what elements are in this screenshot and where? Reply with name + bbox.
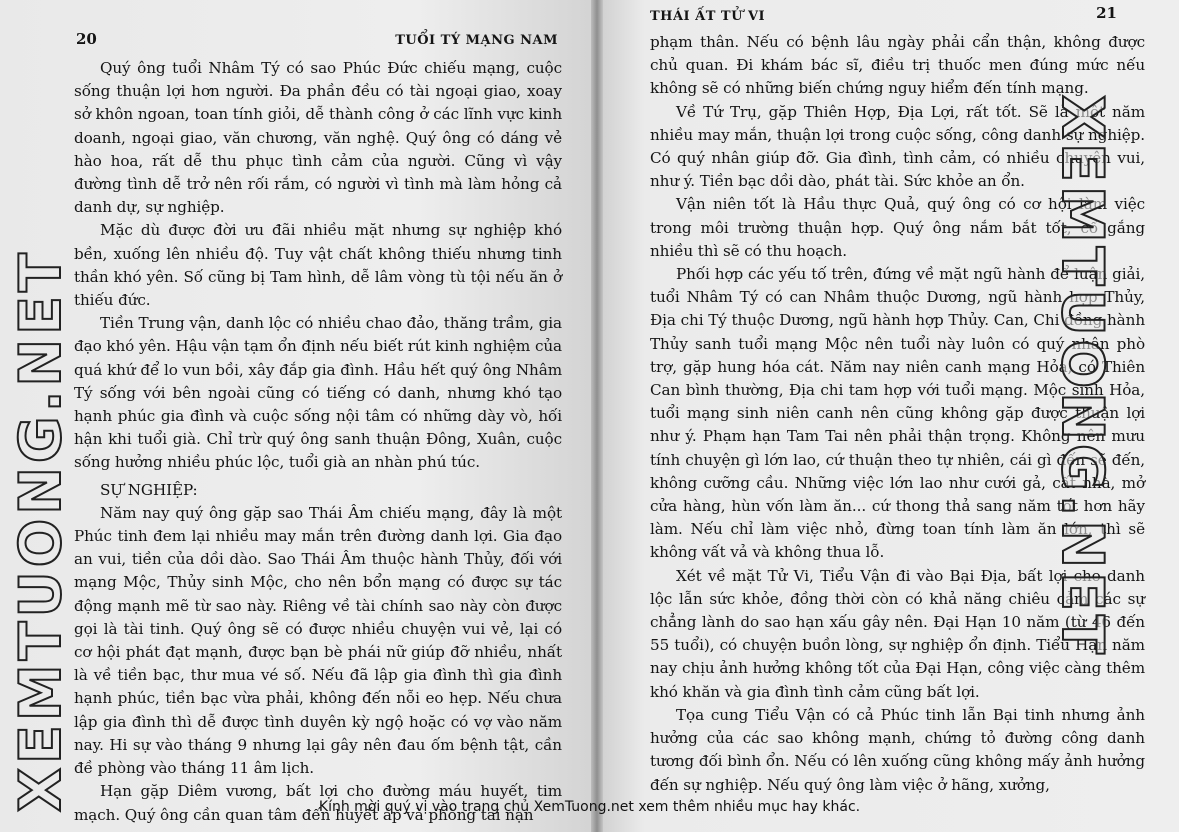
paragraph: Vận niên tốt là Hầu thực Quả, quý ông có cơ hội làm việc trong môi trường thuận hợp. Quý ông nắm bắt tốt, cố gắng nhiều thì sẽ có thu hoạch. — [650, 195, 1145, 260]
watermark: XEMTUONG.NET — [1049, 95, 1115, 658]
running-head: THÁI ẤT TỬ VI — [650, 9, 766, 24]
footer-link-text[interactable]: Kính mời quý vị vào trang chủ XemTuong.net xem thêm nhiều mục hay khác. — [318, 799, 861, 815]
running-head: TUỔI TÝ MẠNG NAM — [395, 33, 558, 48]
section-heading: SỰ NGHIỆP: — [100, 480, 198, 499]
paragraph: Phối hợp các yếu tố trên, đứng về mặt ngũ hành để luận giải, tuổi Nhâm Tý có can Nhâm thuộc Dương, ngũ hành hợp Thủy, Địa chi Tý thuộc Dương, ngũ hành hợp Thủy. Can, Chi đồng hành Thủy sanh tuổi mạng Mộc nên tuổi này luôn có quý nhân phò trợ, gặp hung hóa cát. Năm nay niên canh mạng Hỏa, có Thiên Can bình thường, Địa chi tam hợp với tuổi mạng. Mộc sinh Hỏa, tuổi mạng sinh niên canh nên cũng không gặp được thuận lợi như ý. Phạm hạn Tam Tai nên phải thận trọng. Không nên mưu tính chuyện gì lớn lao, cứ thuận theo tự nhiên, cái gì đến sẽ đến, không cưỡng cầu. Những việc lớn lao như cưới gả, cất nhà, mở cửa hàng, hùn vốn làm ăn... cứ thong thả sang năm tốt hơn hãy làm. Nếu chỉ làm việc nhỏ, đừng toan tính làm ăn lớn, thì sẽ không vất vả và không thua lỗ. — [650, 265, 1145, 562]
book-gutter — [591, 0, 603, 832]
paragraph: Mặc dù được đời ưu đãi nhiều mặt nhưng sự nghiệp khó bền, xuống lên nhiều độ. Tuy vật chất không thiếu nhưng tinh thần khó yên. Số cũng bị Tam hình, dễ lâm vòng tù tội nếu ăn ở thiếu đức. — [74, 221, 562, 310]
paragraph: Hạn gặp Diêm vương, bất lợi cho đường máu huyết, tim mạch. Quý ông cần quan tâm đến huyết áp và phòng tai nạn — [74, 782, 562, 824]
paragraph: Về Tứ Trụ, gặp Thiên Hợp, Địa Lợi, rất tốt. Sẽ là một năm nhiều may mắn, thuận lợi trong cuộc sống, công danh sự nghiệp. Có quý nhân giúp đỡ. Gia đình, tình cảm, có nhiều chuyện vui, như ý. Tiền bạc dồi dào, phát tài. Sức khỏe an ổn. — [650, 102, 1145, 191]
continued-paragraph: phạm thân. Nếu có bệnh lâu ngày phải cẩn thận, không được chủ quan. Đi khám bác sĩ, điều trị thuốc men đúng mức nếu không sẽ có những biến chứng nguy hiểm đến tính mạng. — [650, 33, 1145, 98]
watermark: XEMTUONG.NET — [8, 249, 74, 812]
paragraph: Tọa cung Tiểu Vận có cả Phúc tinh lẫn Bại tinh nhưng ảnh hưởng của các sao không mạnh, chứng tỏ đường công danh tương đối bình ổn. Nếu có lên xuống cũng không mấy ảnh hưởng đến sự nghiệp. Nếu quý ông làm việc ở hãng, xưởng, — [650, 705, 1145, 794]
page-number: 21 — [1096, 4, 1117, 22]
paragraph: Quý ông tuổi Nhâm Tý có sao Phúc Đức chiếu mạng, cuộc sống thuận lợi hơn người. Đa phần đều có tài ngoại giao, xoay sở khôn ngoan, toan tính giỏi, dễ thành công ở các lĩnh vực kinh doanh, ngoại giao, văn chương, văn nghệ. Quý ông có dáng vẻ hào hoa, rất dễ thu phục tình cảm của người. Cũng vì vậy đường tình dễ trở nên rối rắm, có người vì tình mà làm hỏng cả danh dự, sự nghiệp. — [74, 59, 562, 217]
paragraph: Xét về mặt Tử Vi, Tiểu Vận đi vào Bại Địa, bất lợi cho danh lộc lẫn sức khỏe, đồng thời còn có khả năng chiêu cảm các sự chẳng lành do sao hạn xấu gây nên. Đại Hạn 10 năm (từ 46 đến 55 tuổi), có chuyện buồn lòng, sự nghiệp ổn định. Tiểu Hạn năm nay chịu ảnh hưởng không tốt của Đại Hạn, công việc càng thêm khó khăn và gia đình tình cảm cũng bất lợi. — [650, 566, 1145, 701]
left-body-text — [74, 57, 562, 827]
paragraph: Năm nay quý ông gặp sao Thái Âm chiếu mạng, đây là một Phúc tinh đem lại nhiều may mắn trên đường danh lợi. Gia đạo an vui, tiền của dồi dào. Sao Thái Âm thuộc hành Thủy, đối với mạng Mộc, Thủy sinh Mộc, cho nên bổn mạng có được sự tác động mạnh mẽ từ sao này. Riêng về tài chính sao này còn được gọi là tài tinh. Quý ông sẽ có được nhiều chuyện vui vẻ, lại có cơ hội phát đạt mạnh, được bạn bè phái nữ giúp đỡ nhiều, nhất là về tiền bạc, thư mua vé số. Nếu đã lập gia đình thì gia đình hạnh phúc, tiền bạc vừa phải, không đến nỗi eo hẹp. Nếu chưa lập gia đình thì dễ được tình duyên kỳ ngộ hoặc có vợ vào năm nay. Hi sự vào tháng 9 nhưng lại gây nên đau ốm bệnh tật, cần đề phòng vào tháng 11 âm lịch. — [74, 503, 562, 778]
page-number: 20 — [76, 30, 97, 48]
paragraph: Tiền Trung vận, danh lộc có nhiều chao đảo, thăng trầm, gia đạo khó yên. Hậu vận tạm ổn định nếu biết rút kinh nghiệm của quá khứ để lo vun bồi, xây đắp gia đình. Hầu hết quý ông Nhâm Tý sống với bên ngoài cũng có tiếng có danh, nhưng khó tạo hạnh phúc gia đình và cuộc sống nội tâm có những dày vò, hối hận khi tuổi già. Chỉ trừ quý ông sanh thuận Đông, Xuân, cuộc sống hưởng nhiều phúc lộc, tuổi già an nhàn phú túc. — [74, 314, 562, 472]
